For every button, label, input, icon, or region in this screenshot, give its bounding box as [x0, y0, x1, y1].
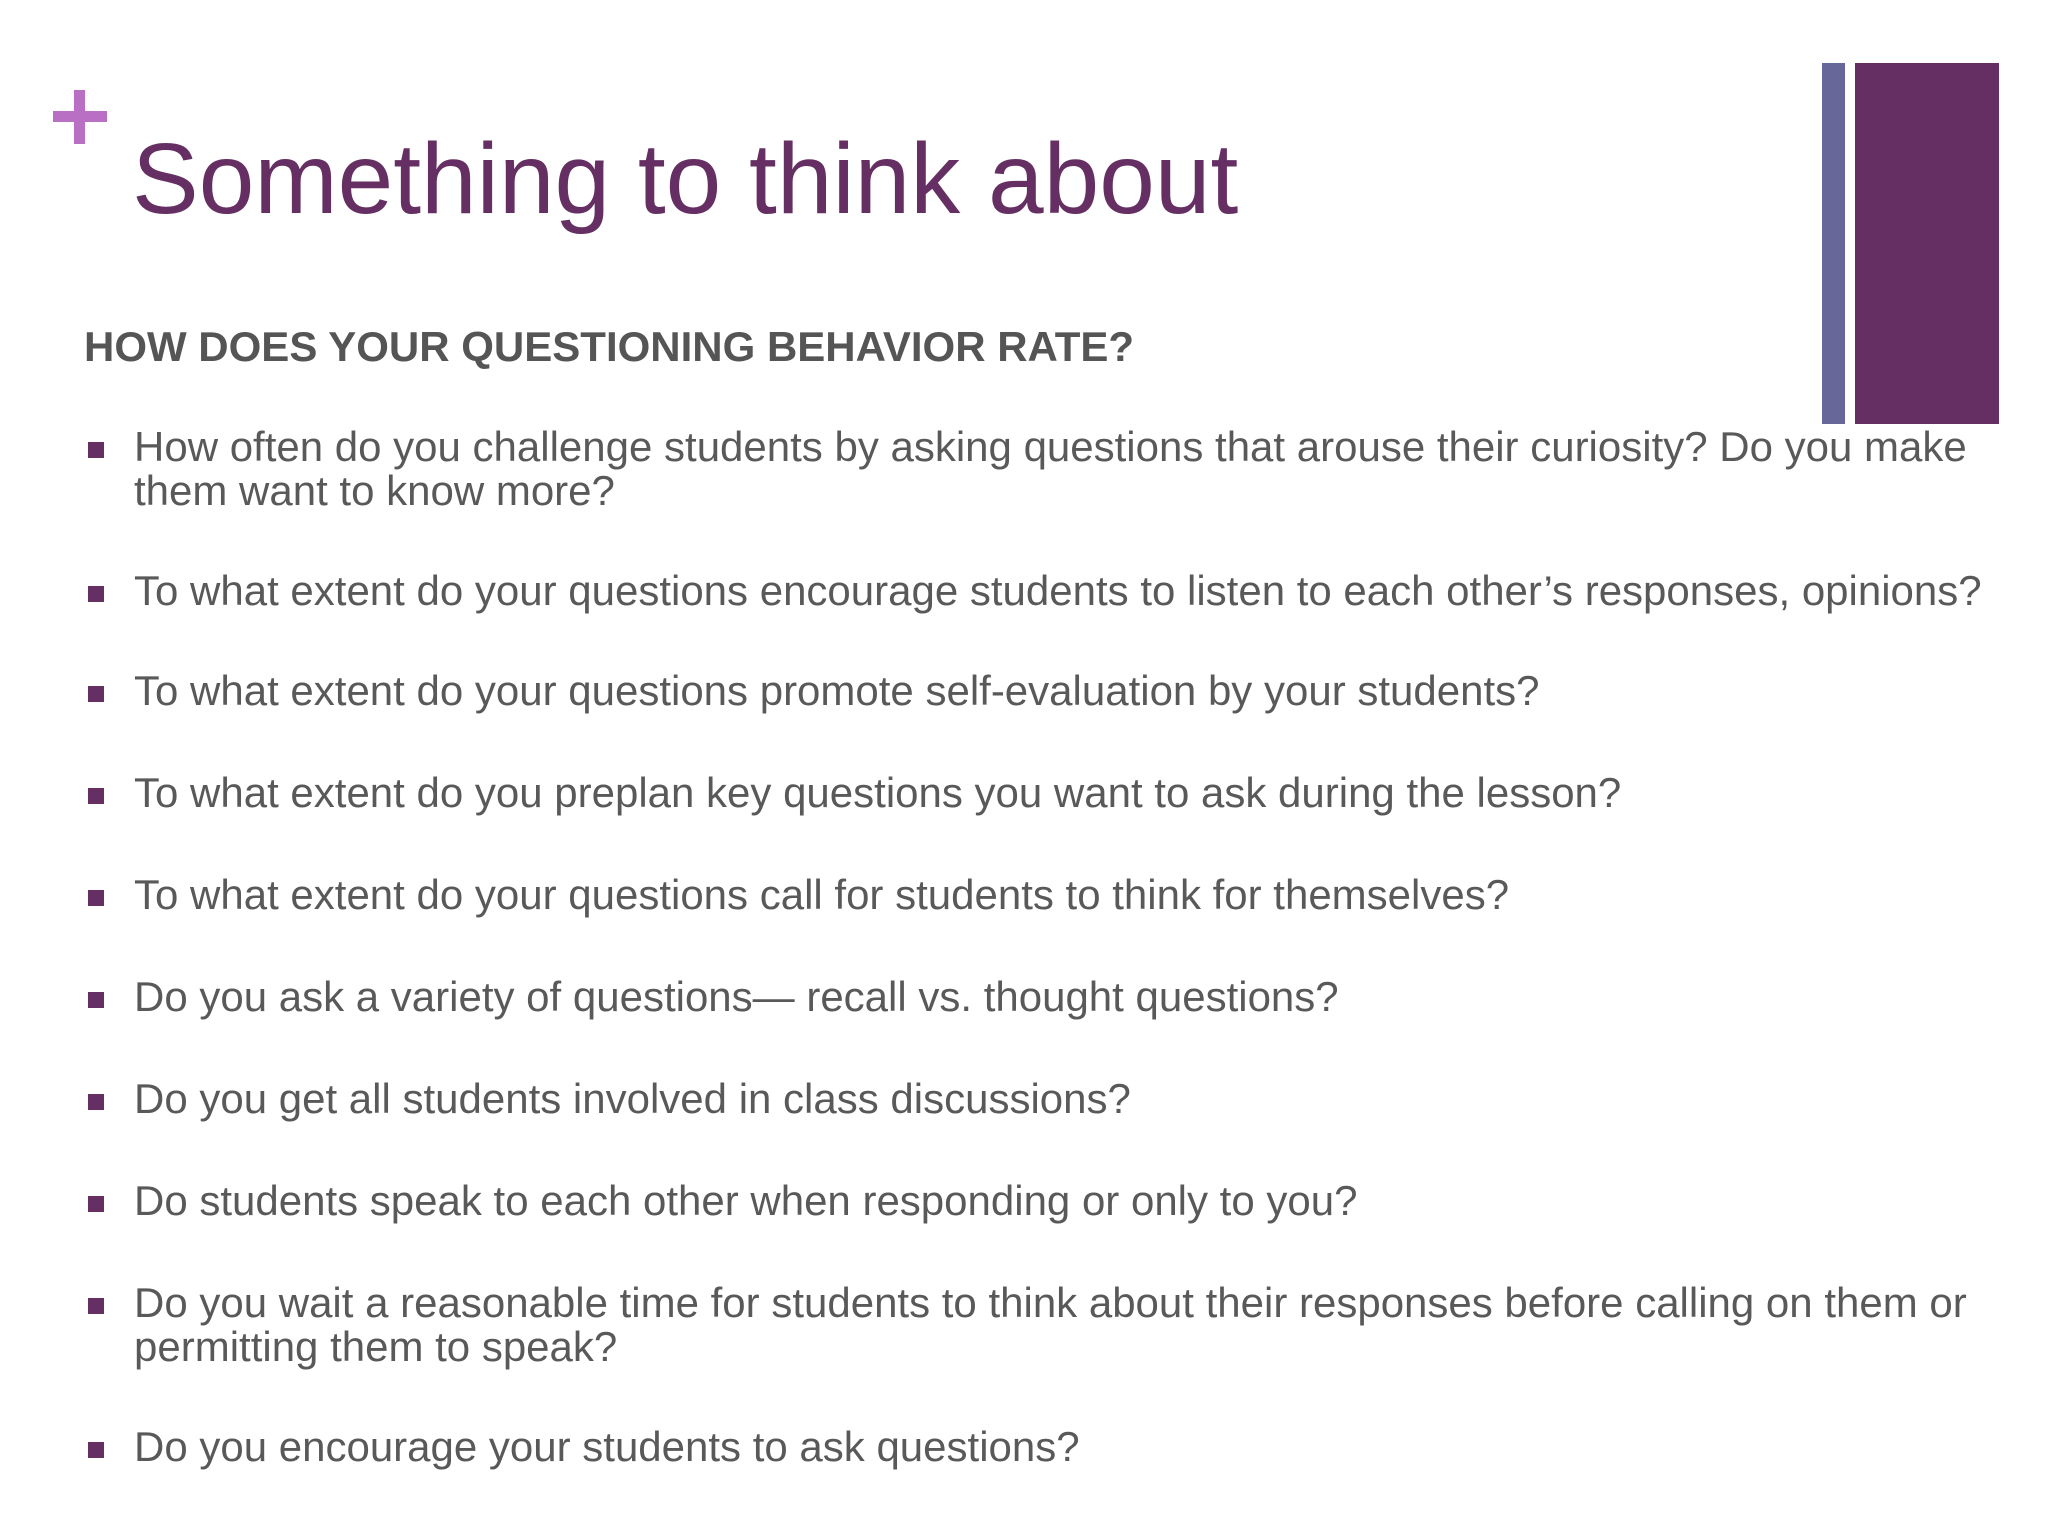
decorative-bar-wide [1855, 63, 1999, 424]
square-bullet-icon [88, 686, 104, 702]
bullet-item [84, 975, 1984, 1019]
bullet-item [84, 1425, 1984, 1469]
square-bullet-icon [88, 442, 104, 458]
bullet-text: To what extent do your questions promote self-evaluation by your students? [134, 667, 1540, 714]
bullet-text: Do students speak to each other when responding or only to you? [134, 1177, 1358, 1224]
bullet-text: Do you ask a variety of questions— recall vs. thought questions? [134, 973, 1339, 1020]
square-bullet-icon [88, 586, 104, 602]
bullet-text: To what extent do your questions call for students to think for themselves? [134, 871, 1510, 918]
square-bullet-icon [88, 1442, 104, 1458]
plus-icon [53, 90, 107, 144]
square-bullet-icon [88, 890, 104, 906]
bullet-text: Do you get all students involved in class discussions? [134, 1075, 1131, 1122]
bullet-item [84, 873, 1984, 917]
decorative-bar-thin [1822, 63, 1845, 424]
square-bullet-icon [88, 1196, 104, 1212]
square-bullet-icon [88, 788, 104, 804]
square-bullet-icon [88, 992, 104, 1008]
bullet-text: To what extent do your questions encourage students to listen to each other’s responses, opinions? [134, 567, 1982, 614]
bullet-item [84, 669, 1984, 713]
bullet-item [84, 425, 1984, 513]
square-bullet-icon [88, 1298, 104, 1314]
bullet-item [84, 1179, 1984, 1223]
bullet-item [84, 569, 1984, 613]
bullet-text: How often do you challenge students by asking questions that arouse their curiosity? Do you make them want to know more? [134, 423, 1967, 514]
square-bullet-icon [88, 1094, 104, 1110]
bullet-text: Do you encourage your students to ask questions? [134, 1423, 1080, 1470]
bullet-item [84, 1077, 1984, 1121]
bullet-text: Do you wait a reasonable time for students to think about their responses before calling on them or permitting them to speak? [134, 1279, 1967, 1370]
bullet-text: To what extent do you preplan key questions you want to ask during the lesson? [134, 769, 1622, 816]
bullet-item [84, 1281, 1984, 1369]
bullet-item [84, 771, 1984, 815]
slide-subtitle: HOW DOES YOUR QUESTIONING BEHAVIOR RATE? [84, 323, 1135, 370]
slide-title: Something to think about [132, 123, 1239, 235]
bullet-list [84, 425, 1984, 1527]
